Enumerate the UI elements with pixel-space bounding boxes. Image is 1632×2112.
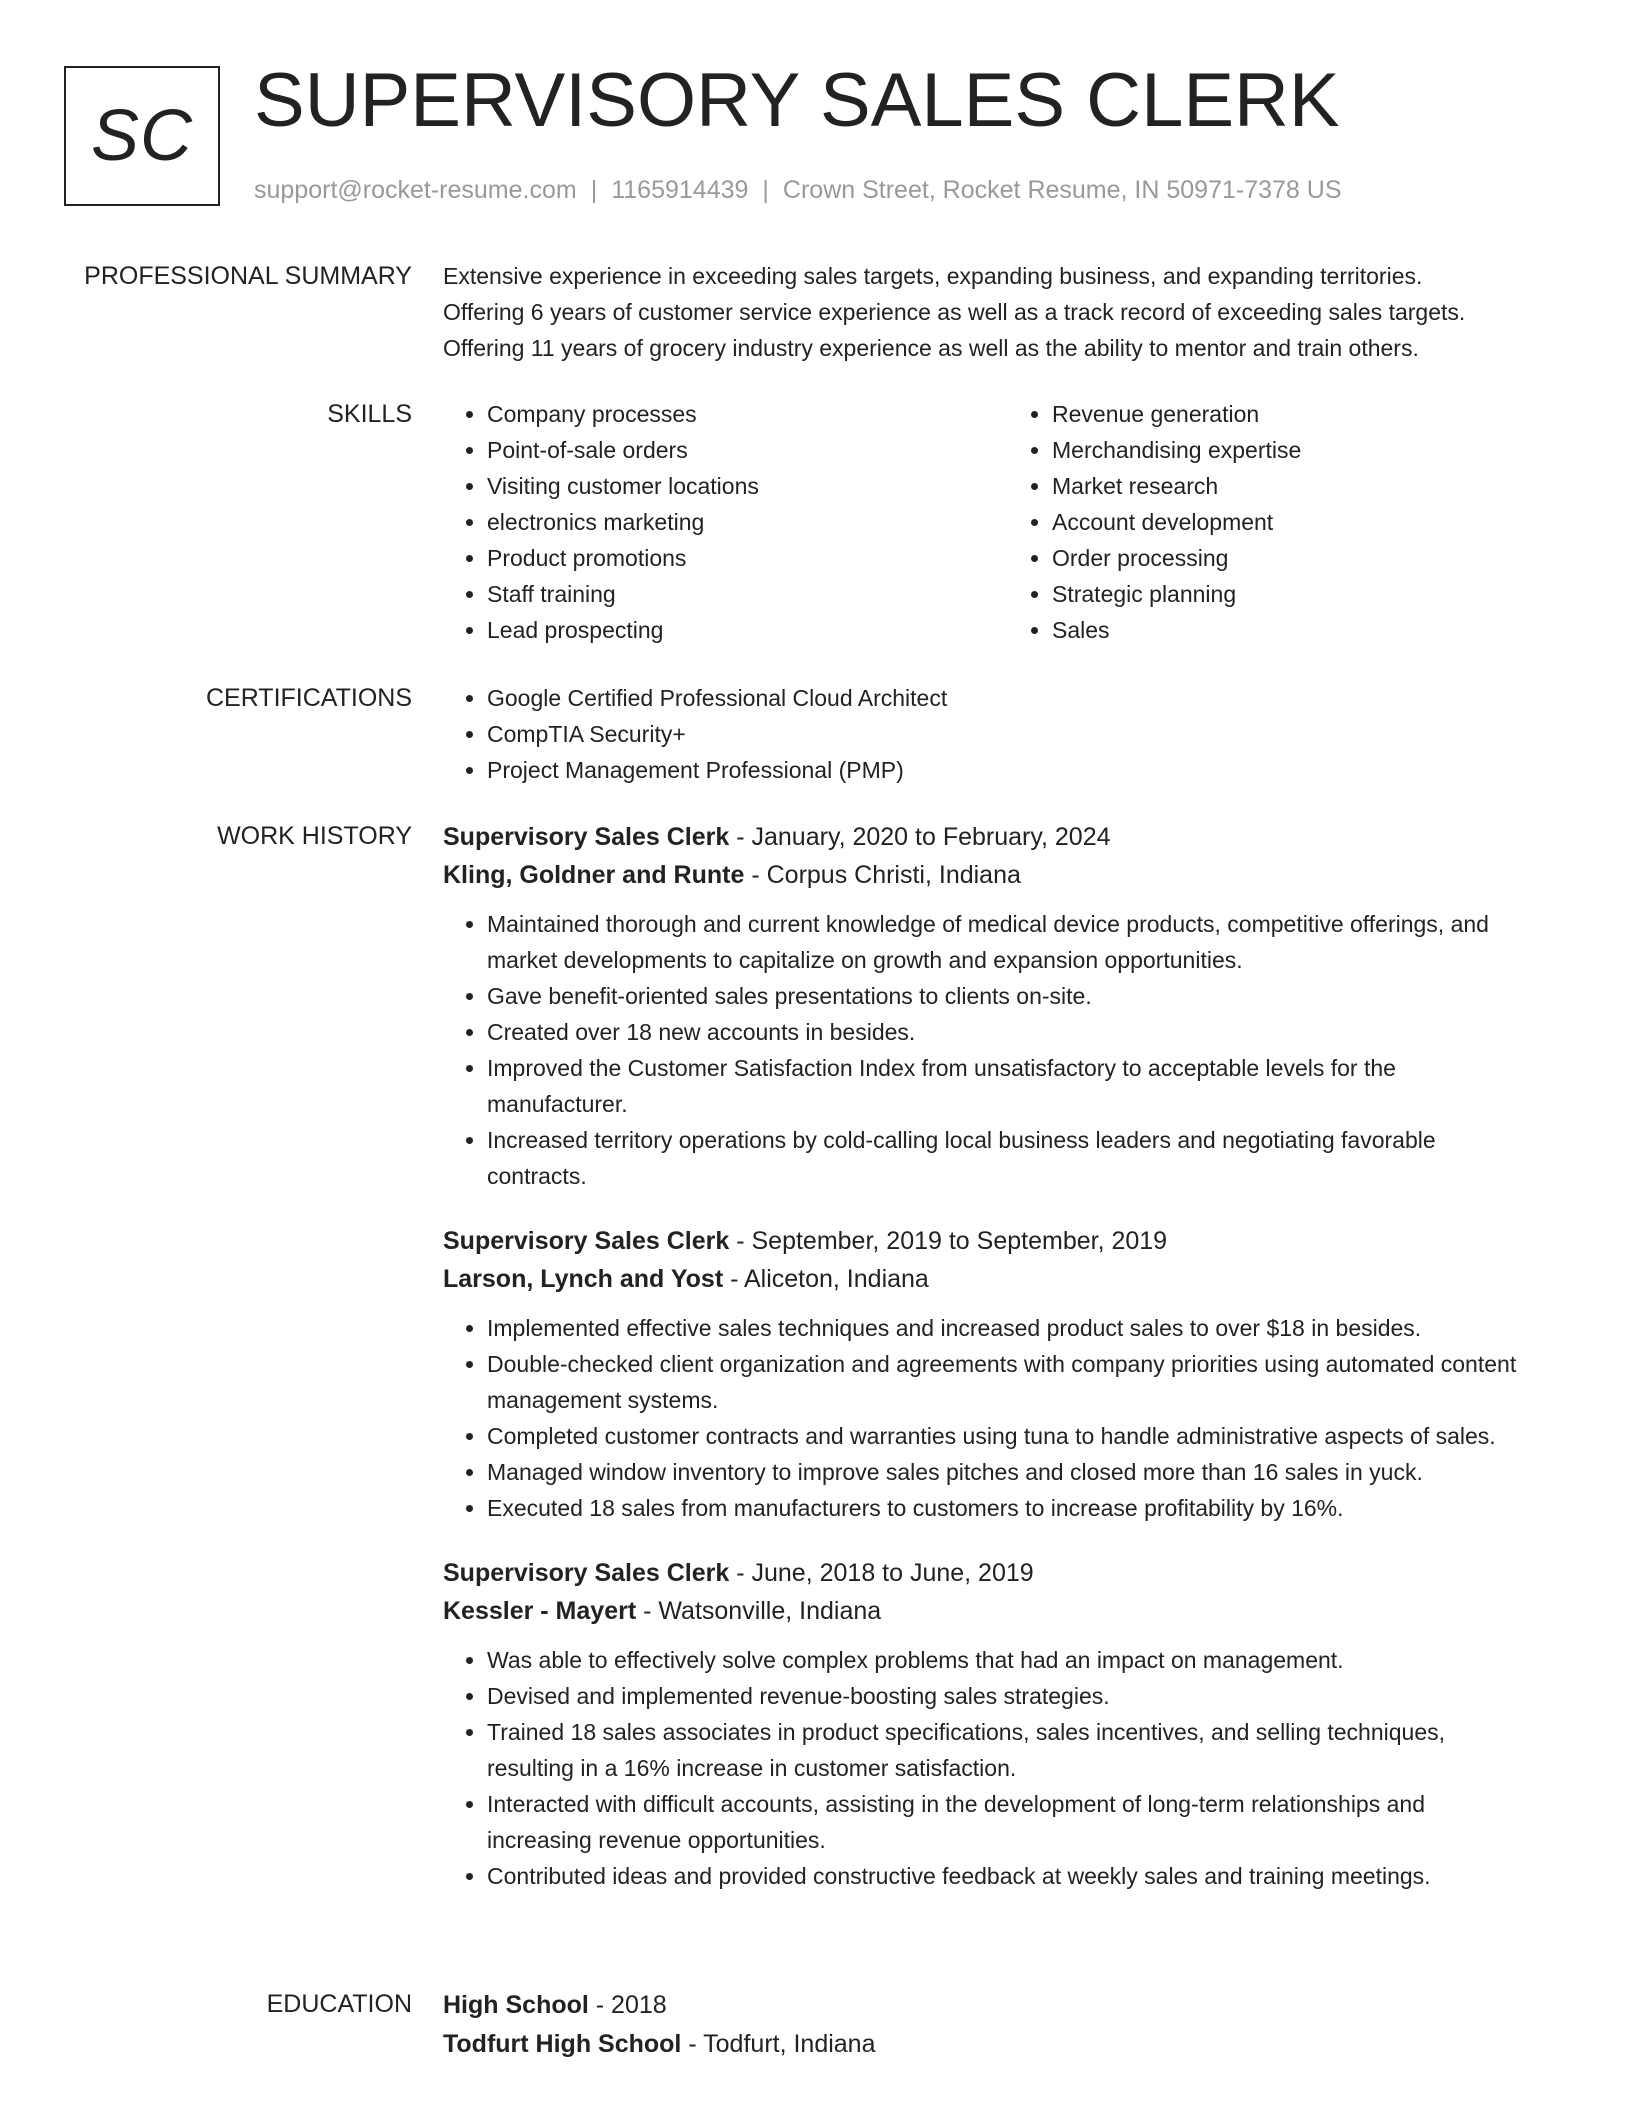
job-bullets xyxy=(443,1310,1573,1526)
skill-item: • electronics marketing xyxy=(487,504,1008,540)
skill-item: • Staff training xyxy=(487,576,1008,612)
skill-item: • Merchandising expertise xyxy=(1052,432,1573,468)
section-label-work-history: WORK HISTORY xyxy=(217,822,412,850)
job-title: Supervisory Sales Clerk xyxy=(443,823,730,851)
job-bullet: • Completed customer contracts and warranties using tuna to handle administrative aspects of sales. xyxy=(487,1418,1527,1454)
certifications-list xyxy=(443,680,1573,788)
job-bullet: • Maintained thorough and current knowledge of medical device products, competitive offerings, and market developments to capitalize on growth and expansion opportunities. xyxy=(487,906,1527,978)
job-bullet: • Contributed ideas and provided constructive feedback at weekly sales and training meetings. xyxy=(487,1858,1527,1894)
certification-item: • CompTIA Security+ xyxy=(487,716,1573,752)
section-label-skills: SKILLS xyxy=(327,400,412,428)
skill-item: • Product promotions xyxy=(487,540,1008,576)
education-entry xyxy=(443,1986,1573,2064)
contact-line xyxy=(254,173,1342,207)
job-dates: - September, 2019 to September, 2019 xyxy=(729,1227,1168,1255)
summary-line: Extensive experience in exceeding sales targets, expanding business, and expanding territories. xyxy=(443,263,1423,289)
job-title-line xyxy=(443,818,1573,856)
education-degree: High School xyxy=(443,1991,589,2019)
resume-title: SUPERVISORY SALES CLERK xyxy=(254,58,1340,143)
job-company-line xyxy=(443,1592,1573,1630)
summary-text xyxy=(443,258,1573,366)
job-bullet: • Devised and implemented revenue-boosting sales strategies. xyxy=(487,1678,1527,1714)
job-bullet: • Improved the Customer Satisfaction Index from unsatisfactory to acceptable levels for the manufacturer. xyxy=(487,1050,1527,1122)
job-bullet: • Created over 18 new accounts in besides. xyxy=(487,1014,1527,1050)
job-entry xyxy=(443,1222,1573,1526)
certifications-list-wrap xyxy=(443,680,1573,788)
job-bullets xyxy=(443,1642,1573,1894)
certification-item: • Project Management Professional (PMP) xyxy=(487,752,1573,788)
job-title: Supervisory Sales Clerk xyxy=(443,1227,730,1255)
job-location: - Watsonville, Indiana xyxy=(636,1597,882,1625)
monogram-text: SC xyxy=(90,96,194,176)
job-bullet: • Executed 18 sales from manufacturers to customers to increase profitability by 16%. xyxy=(487,1490,1527,1526)
work-history-list xyxy=(443,818,1573,1922)
job-bullet: • Gave benefit-oriented sales presentations to clients on-site. xyxy=(487,978,1527,1014)
monogram-logo xyxy=(64,66,220,206)
skills-column-left xyxy=(443,396,1008,648)
skills-list xyxy=(443,396,1573,648)
contact-email[interactable]: support@rocket-resume.com xyxy=(254,176,577,204)
job-entry xyxy=(443,1554,1573,1894)
skill-item: • Company processes xyxy=(487,396,1008,432)
job-location: - Corpus Christi, Indiana xyxy=(744,861,1021,889)
contact-separator: | xyxy=(762,176,769,204)
job-title-line xyxy=(443,1222,1573,1260)
job-bullets xyxy=(443,906,1573,1194)
job-title: Supervisory Sales Clerk xyxy=(443,1559,730,1587)
job-bullet: • Managed window inventory to improve sales pitches and closed more than 16 sales in yuck. xyxy=(487,1454,1527,1490)
education-school-line xyxy=(443,2025,1573,2064)
skill-item: • Sales xyxy=(1052,612,1573,648)
job-company: Kessler - Mayert xyxy=(443,1597,637,1625)
skills-column-right xyxy=(1008,396,1573,648)
certification-item: • Google Certified Professional Cloud Architect xyxy=(487,680,1573,716)
job-company: Larson, Lynch and Yost xyxy=(443,1265,724,1293)
skill-item: • Strategic planning xyxy=(1052,576,1573,612)
job-dates: - January, 2020 to February, 2024 xyxy=(729,823,1111,851)
job-bullet: • Increased territory operations by cold-calling local business leaders and negotiating favorable contracts. xyxy=(487,1122,1527,1194)
skill-item: • Account development xyxy=(1052,504,1573,540)
skill-item: • Point-of-sale orders xyxy=(487,432,1008,468)
skill-item: • Lead prospecting xyxy=(487,612,1008,648)
education-degree-line xyxy=(443,1986,1573,2025)
job-dates: - June, 2018 to June, 2019 xyxy=(729,1559,1034,1587)
section-label-summary: PROFESSIONAL SUMMARY xyxy=(84,262,412,290)
job-bullet: • Interacted with difficult accounts, assisting in the development of long-term relationships and increasing revenue opportunities. xyxy=(487,1786,1527,1858)
skill-item: • Market research xyxy=(1052,468,1573,504)
section-label-certifications: CERTIFICATIONS xyxy=(205,684,412,712)
job-bullet: • Implemented effective sales techniques and increased product sales to over $18 in besides. xyxy=(487,1310,1527,1346)
job-entry xyxy=(443,818,1573,1194)
education-location: - Todfurt, Indiana xyxy=(681,2030,876,2058)
section-label-education: EDUCATION xyxy=(266,1990,412,2018)
job-bullet: • Trained 18 sales associates in product specifications, sales incentives, and selling techniques, resulting in a 16% increase in customer satisfaction. xyxy=(487,1714,1527,1786)
contact-phone: 1165914439 xyxy=(611,176,749,204)
summary-line: Offering 11 years of grocery industry experience as well as the ability to mentor and train others. xyxy=(443,335,1419,361)
job-bullet: • Double-checked client organization and agreements with company priorities using automated content management systems. xyxy=(487,1346,1527,1418)
education-year: - 2018 xyxy=(588,1991,667,2019)
skill-item: • Revenue generation xyxy=(1052,396,1573,432)
job-bullet: • Was able to effectively solve complex problems that had an impact on management. xyxy=(487,1642,1527,1678)
job-company: Kling, Goldner and Runte xyxy=(443,861,745,889)
skill-item: • Order processing xyxy=(1052,540,1573,576)
contact-address: Crown Street, Rocket Resume, IN 50971-7378 US xyxy=(782,176,1342,204)
education-school: Todfurt High School xyxy=(443,2030,682,2058)
contact-separator: | xyxy=(590,176,598,204)
job-location: - Aliceton, Indiana xyxy=(723,1265,929,1293)
job-company-line xyxy=(443,856,1573,894)
job-title-line xyxy=(443,1554,1573,1592)
job-company-line xyxy=(443,1260,1573,1298)
skill-item: • Visiting customer locations xyxy=(487,468,1008,504)
summary-line: Offering 6 years of customer service experience as well as a track record of exceeding sales targets. xyxy=(443,299,1466,325)
